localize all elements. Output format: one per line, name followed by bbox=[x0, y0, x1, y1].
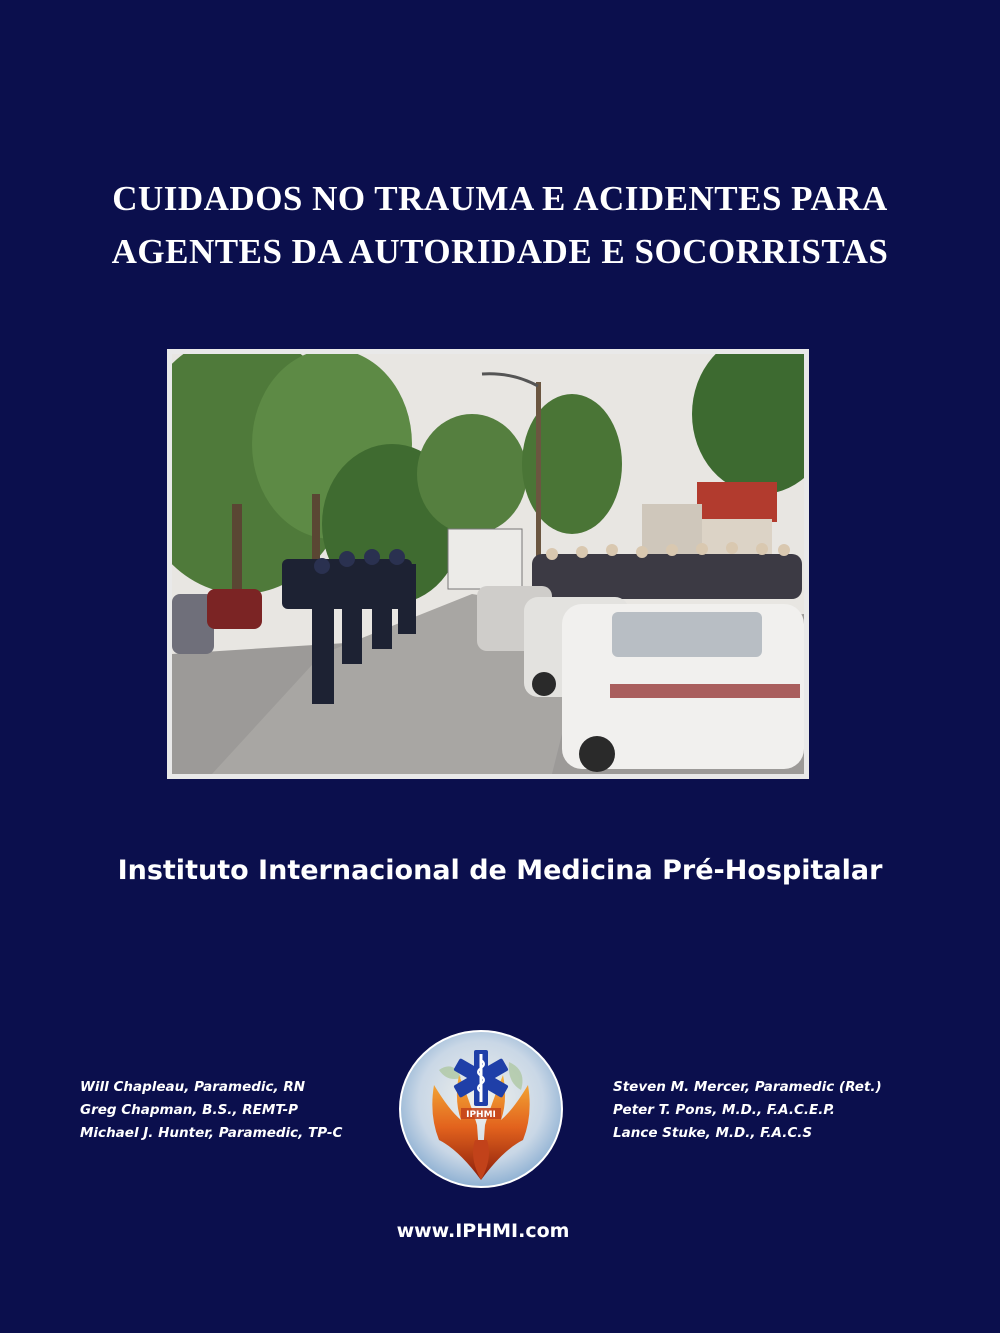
author-3: Michael J. Hunter, Paramedic, TP-C bbox=[80, 1125, 343, 1141]
authors-left bbox=[80, 1076, 342, 1145]
iphmi-logo bbox=[399, 1030, 563, 1188]
author-4: Steven M. Mercer, Paramedic (Ret.) bbox=[613, 1079, 882, 1095]
author-5: Peter T. Pons, M.D., F.A.C.E.P. bbox=[613, 1102, 835, 1118]
website-url: www.IPHMI.com bbox=[396, 1220, 570, 1242]
author-1: Will Chapleau, Paramedic, RN bbox=[80, 1079, 306, 1095]
author-6: Lance Stuke, M.D., F.A.C.S bbox=[613, 1125, 813, 1141]
title-line-1: CUIDADOS NO TRAUMA E ACIDENTES PARA bbox=[112, 179, 888, 218]
cover-photo bbox=[167, 349, 809, 779]
title-line-2: AGENTES DA AUTORIDADE E SOCORRISTAS bbox=[111, 232, 889, 271]
author-2: Greg Chapman, B.S., REMT-P bbox=[80, 1102, 299, 1118]
authors-right bbox=[613, 1076, 882, 1145]
book-title bbox=[40, 172, 960, 278]
logo-text: IPHMI bbox=[466, 1110, 496, 1120]
institute-name: Instituto Internacional de Medicina Pré-Hospitalar bbox=[117, 855, 883, 886]
street-scene-photo bbox=[172, 354, 804, 774]
star-of-life-phoenix-icon bbox=[399, 1030, 563, 1188]
